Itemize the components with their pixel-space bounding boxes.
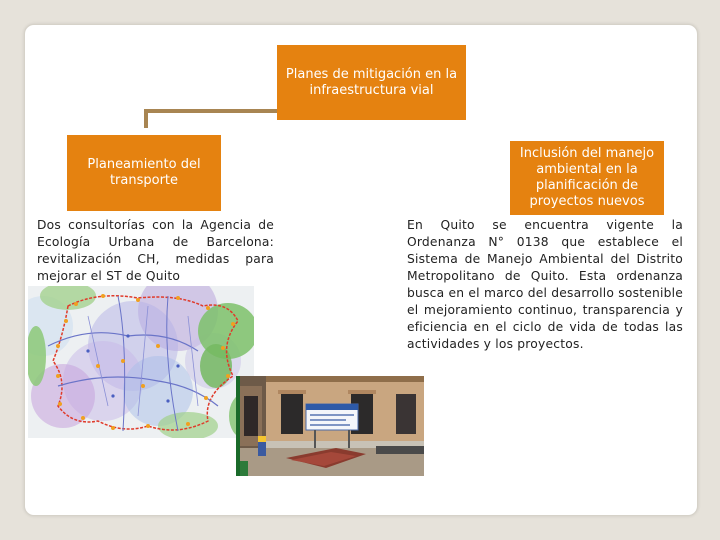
right-node-box xyxy=(510,141,664,215)
root-node-box xyxy=(277,45,466,120)
quito-map-drawing xyxy=(28,286,254,438)
root-node-label: Planes de mitigación en la infraestructura vial xyxy=(285,66,458,98)
street-works-drawing xyxy=(236,376,424,476)
left-node-description: Dos consultorías con la Agencia de Ecología Urbana de Barcelona: revitalización CH, medidas para mejorar el ST de Quito xyxy=(37,218,274,283)
connector-horizontal xyxy=(144,109,277,113)
left-node-box xyxy=(67,135,221,211)
right-node-description: En Quito se encuentra vigente la Ordenanza N° 0138 que establece el Sistema de Manejo Ambiental del Distrito Metropolitano de Quito. Esta ordenanza busca en el marco del desarrollo sostenible el mejoramiento continuo, transparencia y eficiencia en el ciclo de vida de todas las actividades y los proyectos. xyxy=(407,218,683,351)
connector-vertical xyxy=(144,109,148,128)
right-node-label: Inclusión del manejo ambiental en la planificación de proyectos nuevos xyxy=(519,146,655,209)
street-works-photo xyxy=(236,376,424,476)
quito-map-image xyxy=(28,286,254,438)
left-node-label: Planeamiento del transporte xyxy=(87,157,201,188)
